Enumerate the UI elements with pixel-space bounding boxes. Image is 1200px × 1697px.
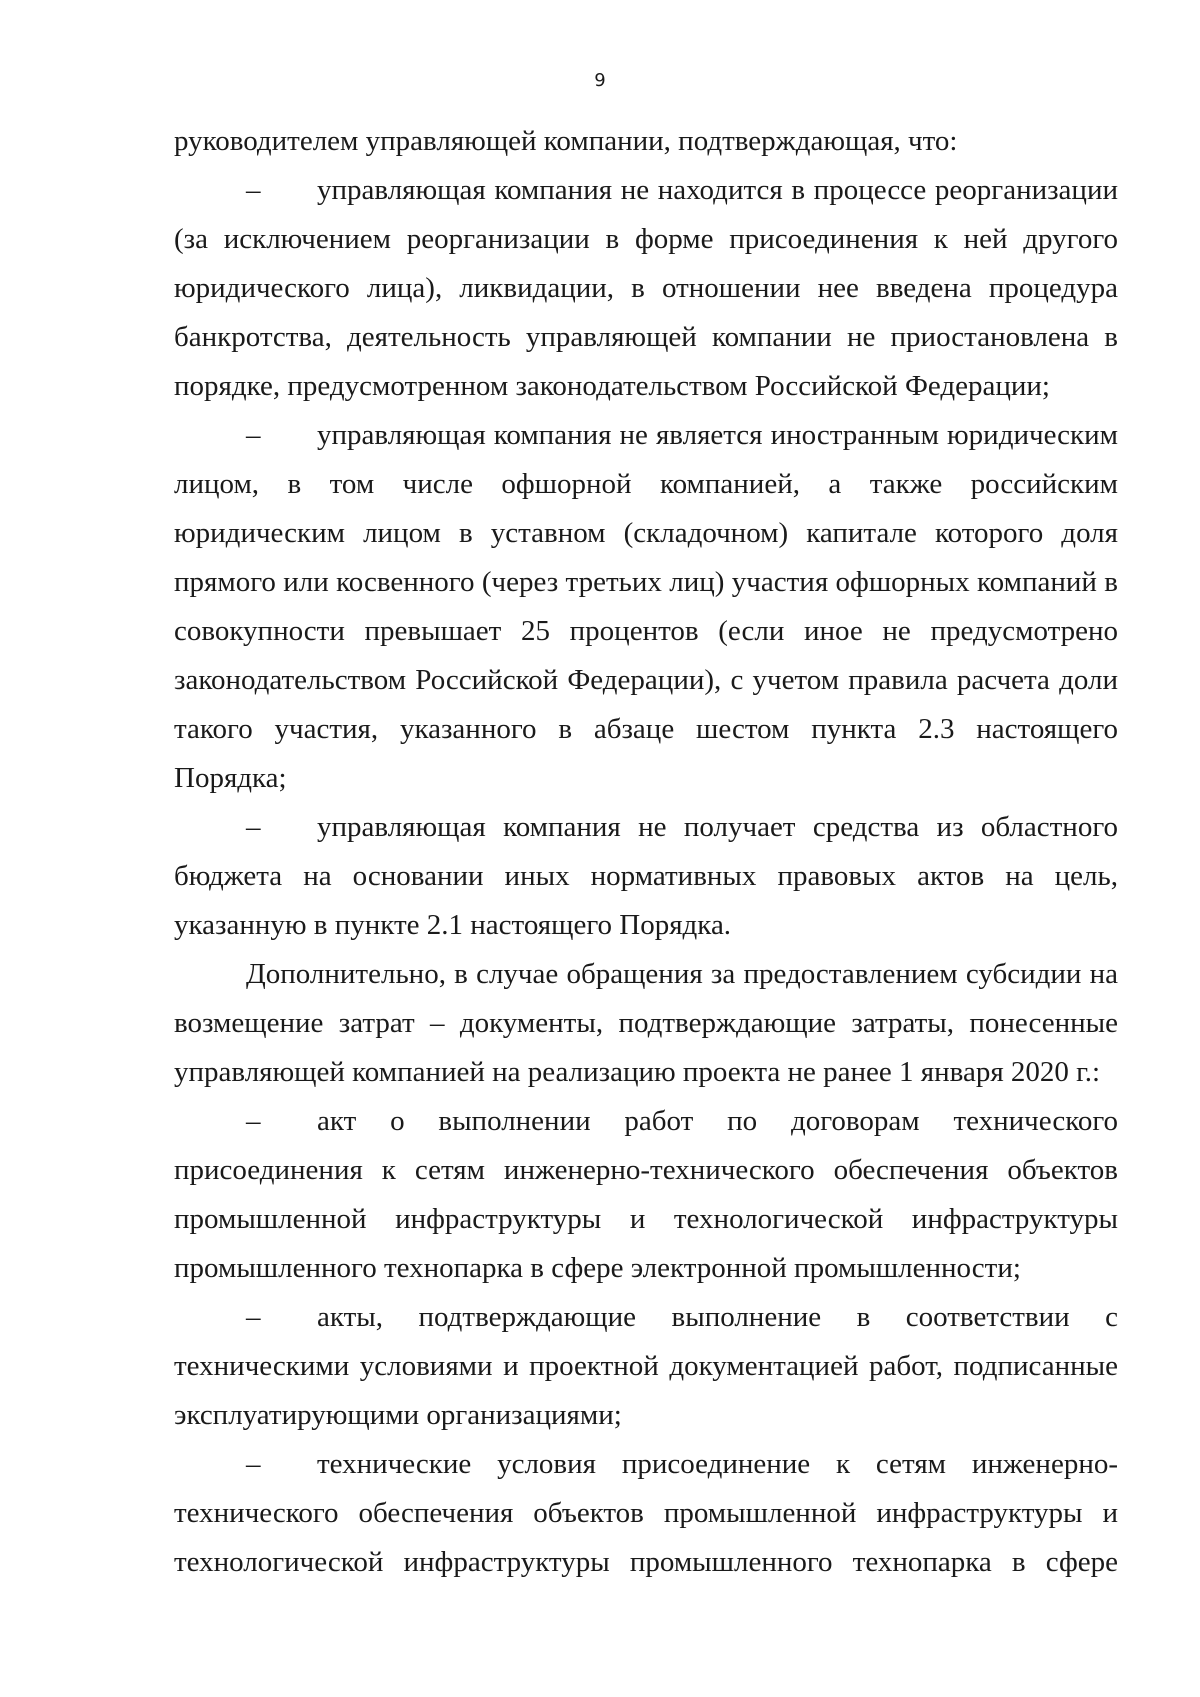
list-item xyxy=(174,411,1118,803)
list-item xyxy=(174,803,1118,950)
list-item-text: акт о выполнении работ по договорам технического присоединения к сетям инженерно-технического обеспечения объектов промышленной инфраструктуры и технологической инфраструктуры промышленного технопарка в сфере электронной промышленности; xyxy=(174,1105,1118,1284)
paragraph-continuation: руководителем управляющей компании, подтверждающая, что: xyxy=(174,125,958,157)
dash-marker: – xyxy=(246,811,261,843)
list-item-text: управляющая компания не является иностранным юридическим лицом, в том числе офшорной компанией, а также российским юридическим лицом в уставном (складочном) капитале которого доля прямого или косвенного (через третьих лиц) участия офшорных компаний в совокупности превышает 25 процентов (если иное не предусмотрено законодательством Российской Федерации), с учетом правила расчета доли такого участия, указанного в абзаце шестом пункта 2.3 настоящего Порядка; xyxy=(174,419,1118,794)
dash-marker: – xyxy=(246,1448,261,1480)
list-item-text: управляющая компания не находится в процессе реорганизации (за исключением реорганизации в форме присоединения к ней другого юридического лица), ликвидации, в отношении нее введена процедура банкротства, деятельность управляющей компании не приостановлена в порядке, предусмотренном законодательством Российской Федерации; xyxy=(174,174,1118,402)
list-item-continues xyxy=(174,1440,1118,1587)
dash-marker: – xyxy=(246,1301,261,1333)
document-body xyxy=(174,117,1118,1587)
list-item-text: управляющая компания не получает средства из областного бюджета на основании иных нормативных правовых актов на цель, указанную в пункте 2.1 настоящего Порядка. xyxy=(174,811,1118,941)
dash-marker: – xyxy=(246,174,261,206)
list-item-text: акты, подтверждающие выполнение в соответствии с техническими условиями и проектной документацией работ, подписанные эксплуатирующими организациями; xyxy=(174,1301,1118,1431)
dash-marker: – xyxy=(246,419,261,451)
list-item xyxy=(174,166,1118,411)
paragraph-additional: Дополнительно, в случае обращения за предоставлением субсидии на возмещение затрат – документы, подтверждающие затраты, понесенные управляющей компанией на реализацию проекта не ранее 1 января 2020 г.: xyxy=(174,958,1118,1088)
page-number: 9 xyxy=(594,70,606,91)
list-item-text: технические условия присоединение к сетям инженерно-технического обеспечения объектов промышленной инфраструктуры и технологической инфраструктуры промышленного технопарка в сфере xyxy=(174,1448,1118,1578)
list-item xyxy=(174,1097,1118,1293)
dash-marker: – xyxy=(246,1105,261,1137)
list-item xyxy=(174,1293,1118,1440)
